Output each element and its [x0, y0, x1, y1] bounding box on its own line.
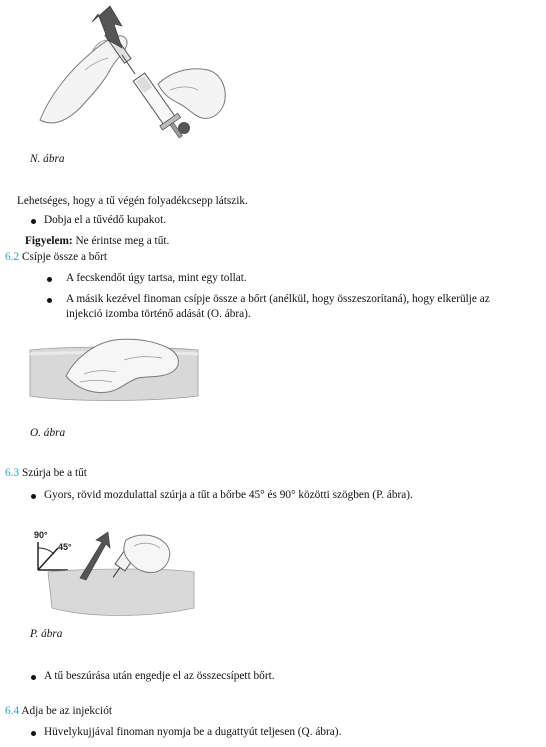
angle-diagonal-line	[38, 548, 58, 570]
bullet-dot	[31, 731, 36, 736]
plunger-end	[178, 122, 190, 134]
holding-hand	[124, 535, 170, 572]
figure-p-illustration	[28, 528, 194, 620]
figure-o-illustration	[30, 330, 198, 412]
angle-90-label: 90°	[34, 530, 48, 540]
bullet-dot	[31, 219, 36, 224]
skin-surface	[48, 569, 194, 616]
hold-syringe-item: A fecskendőt úgy tartsa, mint egy tollat.	[66, 272, 247, 284]
warning-line	[25, 235, 169, 247]
section-number: 6.2	[5, 251, 20, 263]
bullet-dot	[47, 298, 52, 303]
push-plunger-item: Hüvelykujjával finoman nyomja be a dugattyút teljesen (Q. ábra).	[44, 726, 342, 738]
bullet-dot	[47, 277, 52, 282]
figure-p-caption: P. ábra	[30, 628, 63, 640]
figure-o-caption: O. ábra	[30, 427, 66, 439]
pinch-skin-item-line2: injekció izomba történő adását (O. ábra).	[66, 308, 251, 320]
discard-cap-item: Dobja el a tűvédő kupakot.	[44, 214, 167, 226]
section-title: Szúrja be a tűt	[19, 467, 87, 479]
section-6-4-heading	[5, 705, 112, 717]
section-number: 6.3	[5, 467, 20, 479]
release-skin-item: A tű beszúrása után engedje el az összecsípett bőrt.	[44, 670, 275, 682]
warning-label: Figyelem:	[25, 235, 73, 247]
figure-n-caption: N. ábra	[30, 153, 65, 165]
warning-text: Ne érintse meg a tűt.	[72, 235, 170, 247]
bullet-dot	[31, 675, 36, 680]
pinch-skin-item-line1: A másik kezével finoman csípje össze a bőrt (anélkül, hogy összeszorítaná), hogy elkerülje az	[66, 293, 490, 305]
bullet-dot	[31, 494, 36, 499]
insert-needle-item: Gyors, rövid mozdulattal szúrja a tűt a bőrbe 45° és 90° közötti szögben (P. ábra).	[44, 489, 413, 501]
section-title: Adja be az injekciót	[19, 705, 112, 717]
needle-intro-text: Lehetséges, hogy a tű végén folyadékcsepp látszik.	[17, 195, 248, 207]
section-6-2-heading	[5, 251, 107, 263]
section-number: 6.4	[5, 705, 20, 717]
angle-45-label: 45°	[58, 542, 72, 552]
section-title: Csípje össze a bőrt	[19, 251, 107, 263]
section-6-3-heading	[5, 467, 87, 479]
figure-n-illustration	[30, 0, 230, 145]
